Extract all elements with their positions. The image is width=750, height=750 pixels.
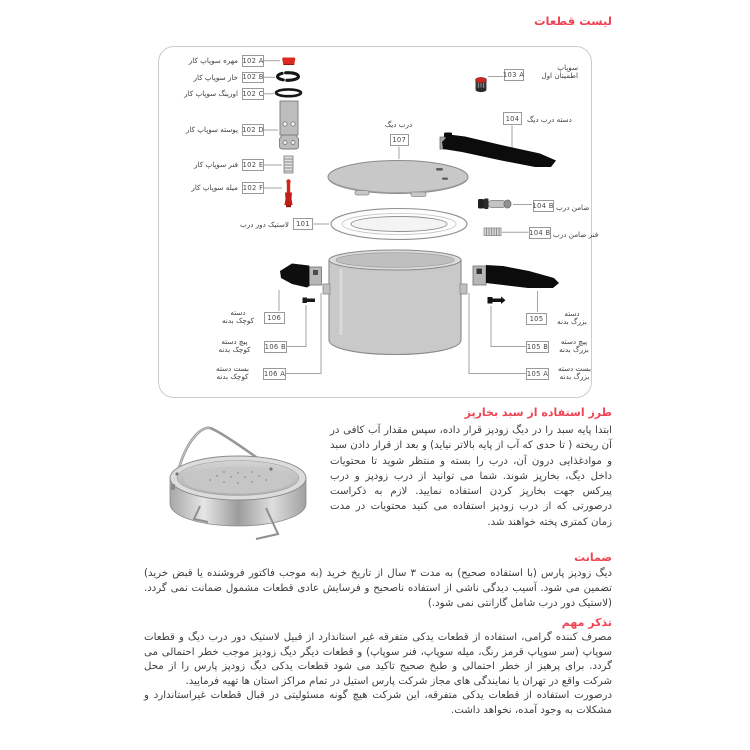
basket-side-tab bbox=[171, 484, 175, 490]
gasket-shape bbox=[331, 209, 467, 240]
part-id-large-handle-clamp: 105 A bbox=[526, 369, 549, 378]
page-title: لیست قطعات bbox=[534, 14, 612, 28]
part-label-lid-handle: دسته درب دیگ bbox=[527, 115, 572, 124]
notice-paragraph-1: مصرف کننده گرامی، استفاده از قطعات یدکی متفرقه غیر استاندارد از قبیل لاستیک دور درب دیگ و قطعات سوپاپ (سر سوپاپ قرمز رنگ، میله سوپاپ، فنر سوپاپ) و قطعات دیگر دیگ زودپز موجب خطر احتمالی می گردد. برای پرهیز از خطر احتمالی و طبخ صحیح تاکید می شود قطعات یدکی دیگ زودپز پارس را از محل شرکت واقع در تهران یا نمایندگی های مجاز شرکت پارس استیل در تمام مراکز استان ها تهیه فرمایید. bbox=[144, 632, 612, 687]
large-body-handle-shape bbox=[473, 265, 559, 288]
valve-nut-shape bbox=[282, 58, 295, 65]
parts-diagram bbox=[158, 46, 599, 398]
part-label-small-handle-screw: پیچ دسته کوچک بدنه bbox=[218, 336, 251, 355]
part-id-valve-spring: 102 E bbox=[242, 160, 264, 169]
large-handle-screw-shape bbox=[488, 297, 506, 305]
valve-spring-shape bbox=[284, 156, 293, 173]
part-id-lid: 107 bbox=[390, 134, 410, 147]
part-label-valve-rod: میله سوپاپ کار bbox=[191, 183, 238, 192]
part-id-lid-latch: 104 B bbox=[533, 200, 554, 213]
steamer-body-text: ابتدا پایه سبد را در دیگ زودپز قرار داده، سپس مقدار آب کافی در آن ریخته ( تا حدی که آب از پایه بالاتر نیاید) و بعد از قرار دادن سبد و موادغذایی درون آن، درب را بسته و منتظر شوید تا محتویات داخل دیگ، بخارپز شوند. شما می توانید از درب زودپز و درب پیرکس جهت بخارپز کردن استفاده نمایید. لازم به ذکراست درصورتی که از درب زودپز استفاده می کنید محتویات در مدت زمان کمتری پخته خواهند شد. bbox=[330, 425, 612, 528]
part-id-small-handle-clamp: 106 A bbox=[263, 369, 286, 378]
lid-handle-shape bbox=[440, 133, 556, 168]
part-id-valve-oring: 102 C bbox=[242, 89, 264, 98]
part-label-large-handle-clamp: بست دسته بزرگ بدنه bbox=[557, 363, 591, 382]
latch-spring-shape bbox=[484, 228, 501, 236]
notice-section-title: تذکر مهم bbox=[561, 616, 612, 629]
part-label-gasket: لاستیک دور درب bbox=[239, 219, 289, 229]
small-handle-screw-shape bbox=[303, 298, 316, 304]
part-label-safety-valve: سوپاپ اطمینان اول bbox=[541, 62, 578, 81]
warranty-section-title: ضمانت bbox=[574, 551, 612, 564]
steamer-basket-image bbox=[150, 422, 335, 562]
steamer-section-title: طرز استفاده از سبد بخارپز bbox=[464, 406, 612, 419]
part-id-valve-housing: 102 D bbox=[242, 125, 264, 134]
valve-clip-shape bbox=[278, 73, 299, 81]
part-id-large-handle: 105 bbox=[526, 313, 547, 325]
part-id-lid-handle: 104 bbox=[503, 112, 522, 125]
part-id-valve-nut: 102 A bbox=[242, 56, 264, 65]
part-label-small-handle-clamp: بست دسته کوچک بدنه bbox=[215, 363, 249, 382]
valve-oring-shape bbox=[276, 89, 301, 96]
part-id-gasket: 101 bbox=[293, 218, 313, 230]
part-id-latch-spring: 104 B bbox=[529, 227, 551, 240]
safety-valve-shape bbox=[476, 77, 487, 92]
basket-interior bbox=[184, 467, 292, 494]
part-label-latch-spring: فنر ضامن درب bbox=[553, 229, 599, 239]
notice-paragraph-2: درصورت استفاده از قطعات یدکی متفرقه، این شرکت هیچ گونه مسئولیتی در قبال قطعات غیراستاندارد و مشکلات به وجود آمده، نخواهد داشت. bbox=[144, 690, 612, 716]
part-id-large-handle-screw: 105 B bbox=[526, 342, 549, 351]
small-body-handle-shape bbox=[280, 264, 322, 288]
part-label-large-handle-screw: پیچ دسته بزرگ بدنه bbox=[559, 336, 589, 355]
part-id-safety-valve: 103 A bbox=[502, 70, 525, 79]
part-id-valve-rod: 102 F bbox=[242, 183, 264, 192]
part-label-valve-spring: فنر سوپاپ کار bbox=[194, 160, 238, 169]
part-label-valve-oring: اورینگ سوپاپ کار bbox=[184, 89, 238, 98]
lid-latch-shape bbox=[478, 199, 511, 210]
pot-body-shape bbox=[323, 250, 467, 355]
valve-rod-shape bbox=[284, 179, 292, 207]
part-label-valve-clip: خار سوپاپ کار bbox=[193, 72, 238, 82]
part-label-lid-latch: ضامن درب bbox=[556, 202, 590, 212]
part-label-large-handle: دسته بزرگ بدنه bbox=[557, 308, 587, 327]
valve-housing-shape bbox=[280, 101, 299, 149]
notice-body-text bbox=[144, 631, 612, 719]
part-label-small-handle: دسته کوچک بدنه bbox=[222, 307, 254, 326]
part-id-small-handle: 106 bbox=[264, 312, 285, 324]
lid-shape bbox=[328, 161, 468, 197]
part-label-valve-housing: پوسته سوپاپ کار bbox=[185, 125, 238, 134]
part-label-valve-nut: مهره سوپاپ کار bbox=[188, 56, 238, 65]
part-label-lid: درب دیگ bbox=[384, 120, 413, 129]
warranty-body-text: دیگ زودپز پارس (با استفاده صحیح) به مدت ۳ سال از تاریخ خرید (به موجب فاکتور فروشنده یا قبض خرید) تضمین می شود. آسیب دیدگی ناشی از استفاده ناصحیح و فرسایش عادی قطعات مشمول ضمانت نمی گردد. (لاستیک دور درب شامل گارانتی نمی شود.) bbox=[144, 568, 612, 609]
part-id-small-handle-screw: 106 B bbox=[264, 342, 286, 351]
part-id-valve-clip: 102 B bbox=[242, 73, 264, 82]
